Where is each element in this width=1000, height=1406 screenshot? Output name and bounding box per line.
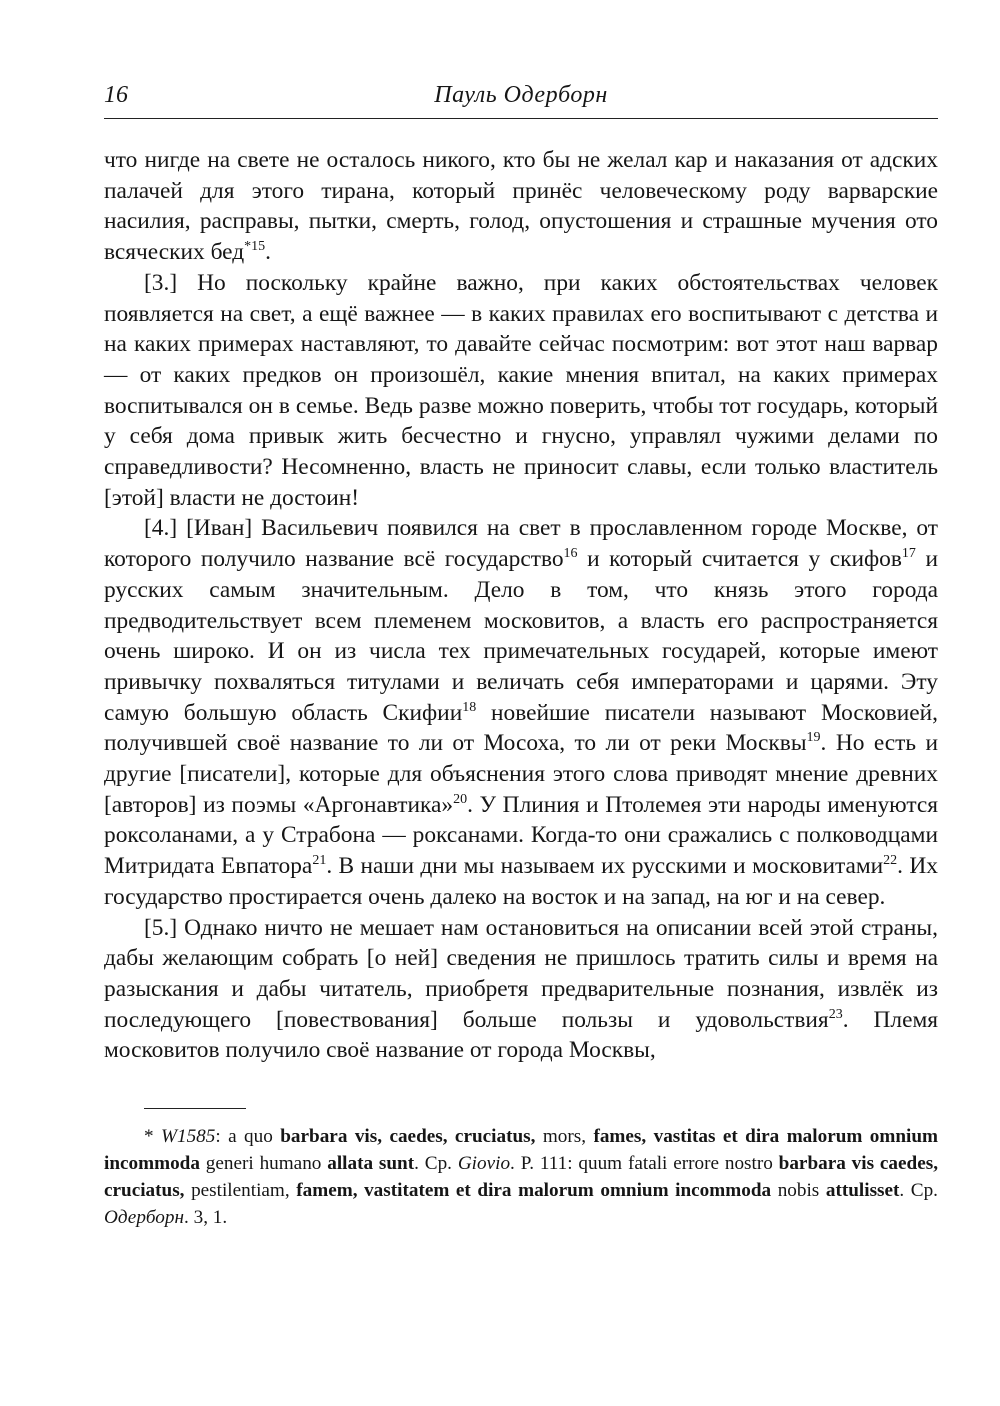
bold-quote: barbara vis caedes, cruciatus, [104, 1153, 938, 1202]
text-run: что нигде на свете не осталось никого, кто бы не желал кар и наказания от адских палачей для этого тирана, который принёс человеческому роду варварские насилия, расправы, пытки, смерть, голод, опустошения и страшные мучения ото всяческих бед [104, 147, 938, 266]
text-run: [5.] Однако ничто не мешает нам остановиться на описании всей этой страны, дабы желающим собрать [о ней] сведения не пришлось тратить силы и время на разыскания и дабы читатель, приобретя предварительные познания, извлёк из последующего [повествования] больше пользы и удовольствия [104, 914, 938, 1033]
text-run: . 3, 1. [184, 1207, 228, 1229]
footnote-reference: 19 [806, 730, 821, 746]
footnote-reference: 16 [563, 546, 578, 562]
text-run: . [265, 239, 272, 266]
text-run: . Ср. [414, 1153, 458, 1175]
footnote-reference: *15 [244, 239, 266, 255]
text-run: [3.] Но поскольку крайне важно, при каких обстоятельствах человек появляется на свет, а ещё важнее — в каких правилах его воспитывают с детства и на каких примерах наставляют, то давайте сейчас посмотрим: вот этот наш варвар — от каких предков он произошёл, какие мнения впитал, на каких примерах воспитывался он в семье. Ведь разве можно поверить, чтобы тот государь, который у себя дома привык жить бесчестно и гнусно, управлял чужими делами по справедливости? Несомненно, власть не приносит славы, если только властитель [этой] власти не достоин! [104, 269, 938, 511]
bold-quote: fames, vastitas et dira malorum omnium incommoda [104, 1126, 939, 1175]
footnote-reference: 22 [883, 853, 898, 869]
text-run: и русских самым значительным. Дело в том, что князь этого города предводительствует всем племенем московитов, а власть его распространяется очень широко. И он из числа тех примечательных государей, которые имеют привычку похваляться титулами и величать себя императорами и царями. Эту самую большую область Скифии [104, 546, 938, 726]
footnote-marker: * [144, 1126, 162, 1148]
footnote-text [104, 1123, 938, 1231]
paragraph-4 [104, 513, 938, 912]
bold-quote: attulisset [825, 1180, 900, 1202]
text-run: pestilentiam, [184, 1180, 297, 1202]
footnote [104, 1123, 938, 1231]
footnote-reference: 20 [453, 791, 468, 807]
text-run: . Ср. [899, 1180, 938, 1202]
text-run: . У Плиния и Птолемея эти народы именуются роксоланами, а у Страбона — роксанами. Когда-то они сражались с полководцами Митридата Евпатора [104, 791, 938, 880]
bold-quote: famem, vastitatem et dira malorum omnium incommoda [296, 1180, 772, 1202]
text-run: generi humano [199, 1153, 328, 1175]
text-run: . Но есть и другие [писатели], которые для объяснения этого слова приводят мнение древних [авторов] из поэмы «Аргонавтика» [104, 730, 938, 818]
paragraph-continuation [104, 145, 938, 268]
footnote-reference: 18 [462, 699, 477, 715]
footnote-separator [144, 1108, 246, 1109]
bold-quote: barbara vis, caedes, cruciatus, [280, 1126, 536, 1148]
page-number: 16 [104, 82, 128, 108]
text-run: nobis [771, 1180, 826, 1202]
footnote-reference: 21 [312, 853, 327, 869]
book-page [104, 78, 938, 1231]
text-run: : a quo [215, 1126, 281, 1148]
text-run: [4.] [Иван] Васильевич появился на свет в прославленном городе Москве, от которого получило название всё государство [104, 515, 938, 573]
running-title: Пауль Одерборн [434, 82, 608, 108]
source-siglum: W1585 [161, 1126, 216, 1148]
source-siglum: Giovio [457, 1153, 511, 1175]
running-header [104, 78, 938, 119]
footnote-reference: 23 [828, 1006, 843, 1022]
text-run: . Племя московитов получило своё название от города Москвы, [104, 1006, 939, 1064]
text-run: mors, [535, 1126, 594, 1148]
text-run: . В наши дни мы называем их русскими и московитами [326, 853, 884, 880]
text-run: . Их государство простирается очень далеко на восток и на запад, на юг и на север. [104, 853, 938, 910]
footnote-reference: 17 [901, 546, 916, 562]
bold-quote: allata sunt [327, 1153, 415, 1175]
text-run: и который считается у скифов [577, 546, 902, 573]
text-run: . P. 111: quum fatali errore nostro [510, 1153, 779, 1175]
paragraph-3 [104, 268, 938, 514]
main-text [104, 145, 938, 1066]
text-run: новейшие писатели называют Московией, получившей своё название то ли от Мосоха, то ли от реки Москвы [104, 699, 938, 757]
source-siglum: Одерборн [104, 1207, 185, 1229]
paragraph-5 [104, 913, 938, 1067]
